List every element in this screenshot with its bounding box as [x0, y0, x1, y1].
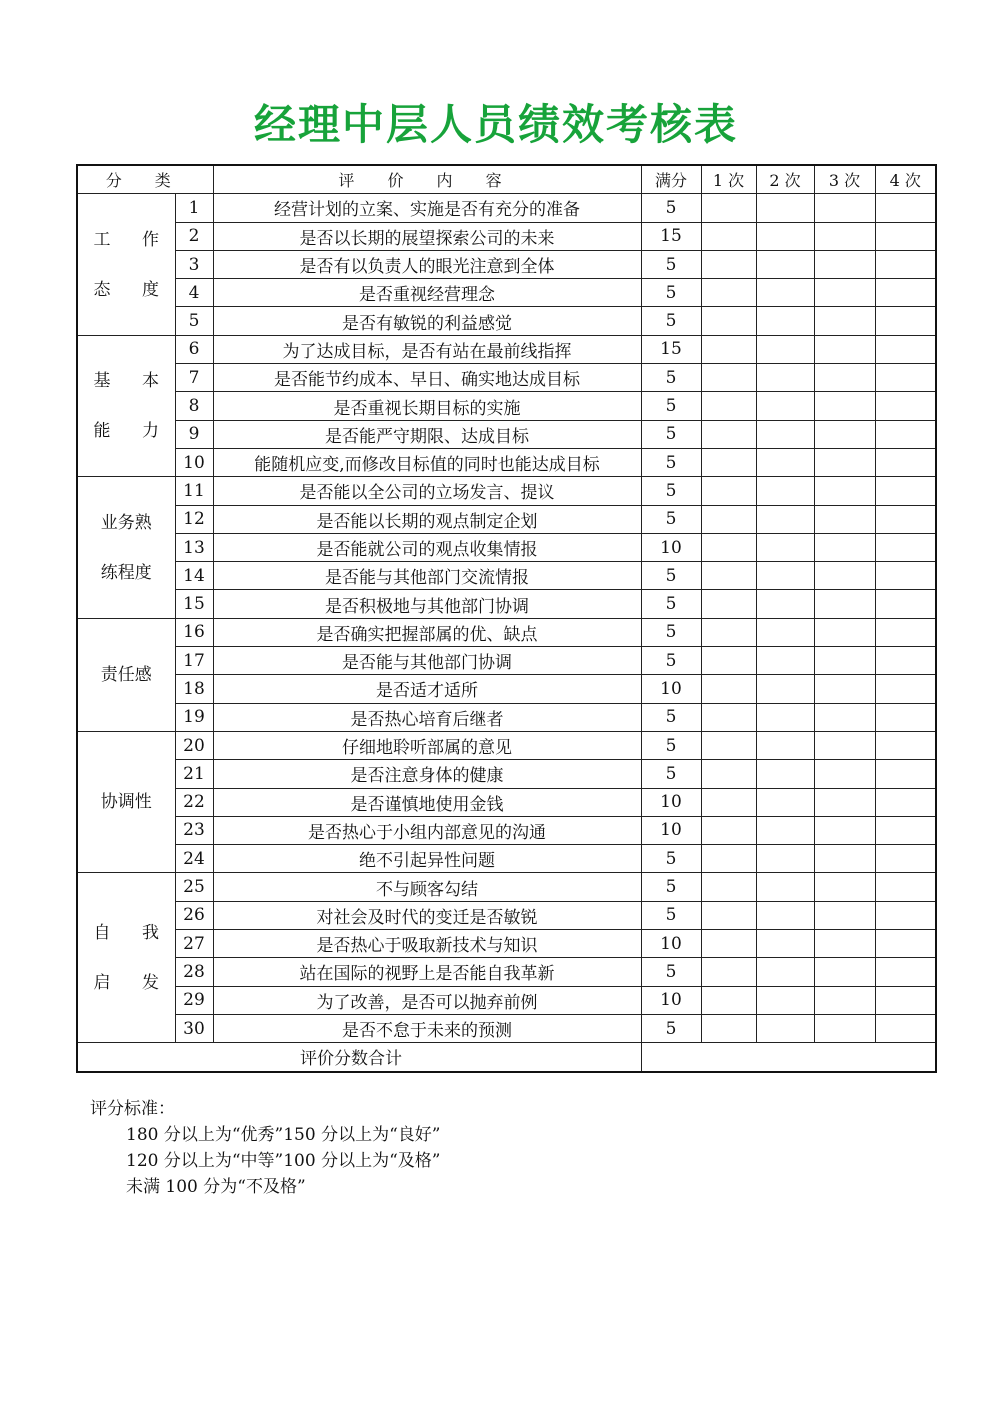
- score-cell-round-3[interactable]: [814, 760, 875, 788]
- item-text: 是否确实把握部属的优、缺点: [213, 618, 641, 646]
- item-number: 29: [175, 986, 213, 1014]
- item-number: 6: [175, 335, 213, 363]
- scoring-criteria: [90, 1096, 440, 1200]
- score-cell-round-2[interactable]: [756, 335, 814, 363]
- table-row: [77, 448, 936, 476]
- item-text: 是否热心于小组内部意见的沟通: [213, 816, 641, 844]
- score-cell-round-3[interactable]: [814, 533, 875, 561]
- score-cell-round-3[interactable]: [814, 618, 875, 646]
- score-cell-round-2[interactable]: [756, 986, 814, 1014]
- score-cell-round-1[interactable]: [701, 845, 756, 873]
- item-full-score: 5: [641, 731, 701, 759]
- item-number: 25: [175, 873, 213, 901]
- category-label: 业务熟: [100, 512, 152, 533]
- score-cell-round-2[interactable]: [756, 590, 814, 618]
- score-cell-round-4[interactable]: [875, 731, 936, 759]
- table-row: [77, 1014, 936, 1042]
- score-cell-round-2[interactable]: [756, 250, 814, 278]
- score-cell-round-4[interactable]: [875, 703, 936, 731]
- score-cell-round-4[interactable]: [875, 222, 936, 250]
- score-cell-round-2[interactable]: [756, 307, 814, 335]
- score-cell-round-4[interactable]: [875, 986, 936, 1014]
- score-cell-round-4[interactable]: [875, 335, 936, 363]
- score-cell-round-1[interactable]: [701, 647, 756, 675]
- score-cell-round-4[interactable]: [875, 788, 936, 816]
- score-cell-round-3[interactable]: [814, 448, 875, 476]
- table-row: [77, 477, 936, 505]
- item-number: 26: [175, 901, 213, 929]
- item-full-score: 5: [641, 618, 701, 646]
- score-cell-round-2[interactable]: [756, 816, 814, 844]
- score-cell-round-1[interactable]: [701, 760, 756, 788]
- score-cell-round-1[interactable]: [701, 590, 756, 618]
- score-cell-round-4[interactable]: [875, 505, 936, 533]
- item-full-score: 5: [641, 1014, 701, 1042]
- item-number: 7: [175, 364, 213, 392]
- item-text: 为了达成目标，是否有站在最前线指挥: [213, 335, 641, 363]
- category-label: 能 力: [93, 421, 159, 442]
- criteria-line: 180 分以上为“优秀”150 分以上为“良好”: [126, 1125, 441, 1145]
- score-cell-round-1[interactable]: [701, 448, 756, 476]
- score-cell-round-3[interactable]: [814, 250, 875, 278]
- header-round-3: 3 次: [814, 165, 875, 194]
- score-cell-round-3[interactable]: [814, 335, 875, 363]
- score-cell-round-2[interactable]: [756, 618, 814, 646]
- item-full-score: 10: [641, 986, 701, 1014]
- score-cell-round-1[interactable]: [701, 477, 756, 505]
- score-cell-round-3[interactable]: [814, 703, 875, 731]
- item-full-score: 5: [641, 307, 701, 335]
- table-body: [77, 194, 936, 1043]
- score-cell-round-3[interactable]: [814, 279, 875, 307]
- header-round-2: 2 次: [756, 165, 814, 194]
- item-number: 12: [175, 505, 213, 533]
- item-text: 是否以长期的展望探索公司的未来: [213, 222, 641, 250]
- total-score-cell[interactable]: [641, 1043, 936, 1072]
- score-cell-round-2[interactable]: [756, 222, 814, 250]
- item-text: 是否热心培育后继者: [213, 703, 641, 731]
- score-cell-round-4[interactable]: [875, 930, 936, 958]
- score-cell-round-2[interactable]: [756, 392, 814, 420]
- table-row: [77, 533, 936, 561]
- item-text: 是否能与其他部门交流情报: [213, 562, 641, 590]
- score-cell-round-4[interactable]: [875, 533, 936, 561]
- category-cell: [77, 873, 175, 1043]
- table-row: [77, 392, 936, 420]
- item-number: 3: [175, 250, 213, 278]
- score-cell-round-3[interactable]: [814, 307, 875, 335]
- score-cell-round-4[interactable]: [875, 590, 936, 618]
- item-full-score: 5: [641, 392, 701, 420]
- score-cell-round-1[interactable]: [701, 675, 756, 703]
- score-cell-round-1[interactable]: [701, 1014, 756, 1042]
- item-number: 2: [175, 222, 213, 250]
- item-text: 对社会及时代的变迁是否敏锐: [213, 901, 641, 929]
- table-row: [77, 647, 936, 675]
- score-cell-round-2[interactable]: [756, 703, 814, 731]
- table-row: [77, 222, 936, 250]
- table-row: [77, 845, 936, 873]
- header-round-1: 1 次: [701, 165, 756, 194]
- table-row: [77, 335, 936, 363]
- score-cell-round-3[interactable]: [814, 477, 875, 505]
- evaluation-table: [76, 164, 937, 1073]
- table-row: [77, 364, 936, 392]
- table-row: [77, 731, 936, 759]
- score-cell-round-4[interactable]: [875, 562, 936, 590]
- item-full-score: 10: [641, 675, 701, 703]
- item-text: 是否能以长期的观点制定企划: [213, 505, 641, 533]
- item-full-score: 5: [641, 505, 701, 533]
- score-cell-round-3[interactable]: [814, 392, 875, 420]
- score-cell-round-1[interactable]: [701, 930, 756, 958]
- item-number: 17: [175, 647, 213, 675]
- item-full-score: 5: [641, 703, 701, 731]
- item-text: 是否注意身体的健康: [213, 760, 641, 788]
- score-cell-round-2[interactable]: [756, 930, 814, 958]
- score-cell-round-3[interactable]: [814, 788, 875, 816]
- item-number: 28: [175, 958, 213, 986]
- score-cell-round-4[interactable]: [875, 279, 936, 307]
- score-cell-round-2[interactable]: [756, 788, 814, 816]
- item-number: 21: [175, 760, 213, 788]
- score-cell-round-2[interactable]: [756, 420, 814, 448]
- table-row: [77, 420, 936, 448]
- table-row: [77, 194, 936, 222]
- score-cell-round-3[interactable]: [814, 194, 875, 222]
- item-number: 30: [175, 1014, 213, 1042]
- score-cell-round-2[interactable]: [756, 760, 814, 788]
- score-cell-round-1[interactable]: [701, 364, 756, 392]
- item-number: 9: [175, 420, 213, 448]
- item-text: 是否能与其他部门协调: [213, 647, 641, 675]
- score-cell-round-1[interactable]: [701, 986, 756, 1014]
- item-full-score: 5: [641, 958, 701, 986]
- table-row: [77, 675, 936, 703]
- score-cell-round-1[interactable]: [701, 505, 756, 533]
- score-cell-round-2[interactable]: [756, 505, 814, 533]
- score-cell-round-2[interactable]: [756, 845, 814, 873]
- item-number: 23: [175, 816, 213, 844]
- item-text: 不与顾客勾结: [213, 873, 641, 901]
- score-cell-round-3[interactable]: [814, 420, 875, 448]
- item-text: 是否谨慎地使用金钱: [213, 788, 641, 816]
- item-text: 能随机应变,而修改目标值的同时也能达成目标: [213, 448, 641, 476]
- item-number: 24: [175, 845, 213, 873]
- header-category: 分 类: [77, 165, 213, 194]
- item-number: 11: [175, 477, 213, 505]
- score-cell-round-1[interactable]: [701, 307, 756, 335]
- score-cell-round-1[interactable]: [701, 392, 756, 420]
- score-cell-round-1[interactable]: [701, 420, 756, 448]
- item-number: 13: [175, 533, 213, 561]
- item-number: 5: [175, 307, 213, 335]
- table-row: [77, 816, 936, 844]
- score-cell-round-2[interactable]: [756, 364, 814, 392]
- item-full-score: 5: [641, 477, 701, 505]
- score-cell-round-4[interactable]: [875, 420, 936, 448]
- item-full-score: 5: [641, 250, 701, 278]
- item-number: 20: [175, 731, 213, 759]
- total-row: [77, 1043, 936, 1072]
- score-cell-round-3[interactable]: [814, 590, 875, 618]
- table-row: [77, 901, 936, 929]
- criteria-heading: 评分标准：: [90, 1099, 175, 1119]
- score-cell-round-1[interactable]: [701, 731, 756, 759]
- item-full-score: 5: [641, 760, 701, 788]
- score-cell-round-4[interactable]: [875, 958, 936, 986]
- score-cell-round-1[interactable]: [701, 194, 756, 222]
- score-cell-round-3[interactable]: [814, 675, 875, 703]
- table-row: [77, 873, 936, 901]
- score-cell-round-3[interactable]: [814, 505, 875, 533]
- score-cell-round-1[interactable]: [701, 222, 756, 250]
- table-row: [77, 703, 936, 731]
- item-full-score: 5: [641, 194, 701, 222]
- score-cell-round-3[interactable]: [814, 816, 875, 844]
- item-full-score: 5: [641, 647, 701, 675]
- score-cell-round-4[interactable]: [875, 477, 936, 505]
- score-cell-round-4[interactable]: [875, 675, 936, 703]
- item-text: 是否有以负责人的眼光注意到全体: [213, 250, 641, 278]
- category-label: 责任感: [100, 664, 152, 685]
- item-text: 是否有敏锐的利益感觉: [213, 307, 641, 335]
- score-cell-round-1[interactable]: [701, 533, 756, 561]
- category-label: 工 作: [93, 229, 159, 250]
- score-cell-round-2[interactable]: [756, 448, 814, 476]
- criteria-line: 120 分以上为“中等”100 分以上为“及格”: [126, 1151, 441, 1171]
- item-text: 是否能就公司的观点收集情报: [213, 533, 641, 561]
- item-full-score: 5: [641, 448, 701, 476]
- score-cell-round-2[interactable]: [756, 1014, 814, 1042]
- header-full-score: 满分: [641, 165, 701, 194]
- score-cell-round-3[interactable]: [814, 958, 875, 986]
- item-text: 站在国际的视野上是否能自我革新: [213, 958, 641, 986]
- table-row: [77, 618, 936, 646]
- score-cell-round-2[interactable]: [756, 647, 814, 675]
- item-number: 27: [175, 930, 213, 958]
- item-full-score: 5: [641, 562, 701, 590]
- score-cell-round-3[interactable]: [814, 901, 875, 929]
- item-text: 是否热心于吸取新技术与知识: [213, 930, 641, 958]
- table-row: [77, 250, 936, 278]
- item-full-score: 10: [641, 930, 701, 958]
- score-cell-round-3[interactable]: [814, 930, 875, 958]
- score-cell-round-3[interactable]: [814, 731, 875, 759]
- score-cell-round-3[interactable]: [814, 562, 875, 590]
- score-cell-round-2[interactable]: [756, 731, 814, 759]
- score-cell-round-4[interactable]: [875, 816, 936, 844]
- item-text: 是否能以全公司的立场发言、提议: [213, 477, 641, 505]
- score-cell-round-3[interactable]: [814, 986, 875, 1014]
- score-cell-round-1[interactable]: [701, 562, 756, 590]
- score-cell-round-2[interactable]: [756, 873, 814, 901]
- score-cell-round-2[interactable]: [756, 477, 814, 505]
- item-number: 10: [175, 448, 213, 476]
- score-cell-round-4[interactable]: [875, 873, 936, 901]
- table-row: [77, 788, 936, 816]
- score-cell-round-4[interactable]: [875, 647, 936, 675]
- table-row: [77, 958, 936, 986]
- category-cell: [77, 477, 175, 618]
- item-full-score: 5: [641, 364, 701, 392]
- score-cell-round-4[interactable]: [875, 845, 936, 873]
- item-number: 15: [175, 590, 213, 618]
- score-cell-round-4[interactable]: [875, 901, 936, 929]
- table-row: [77, 986, 936, 1014]
- score-cell-round-4[interactable]: [875, 364, 936, 392]
- item-full-score: 5: [641, 590, 701, 618]
- item-full-score: 10: [641, 533, 701, 561]
- score-cell-round-1[interactable]: [701, 618, 756, 646]
- category-cell: [77, 335, 175, 476]
- score-cell-round-3[interactable]: [814, 1014, 875, 1042]
- score-cell-round-1[interactable]: [701, 873, 756, 901]
- score-cell-round-4[interactable]: [875, 448, 936, 476]
- item-text: 绝不引起异性问题: [213, 845, 641, 873]
- score-cell-round-2[interactable]: [756, 901, 814, 929]
- score-cell-round-2[interactable]: [756, 194, 814, 222]
- category-label: 练程度: [100, 562, 152, 583]
- category-label: 自 我: [93, 922, 159, 943]
- category-label: 协调性: [100, 792, 152, 813]
- table-row: [77, 760, 936, 788]
- item-number: 8: [175, 392, 213, 420]
- header-round-4: 4 次: [875, 165, 936, 194]
- item-text: 是否积极地与其他部门协调: [213, 590, 641, 618]
- header-content: 评 价 内 容: [213, 165, 641, 194]
- score-cell-round-1[interactable]: [701, 901, 756, 929]
- category-label: 启 发: [93, 972, 159, 993]
- item-full-score: 5: [641, 845, 701, 873]
- item-text: 是否重视长期目标的实施: [213, 392, 641, 420]
- item-text: 是否不怠于未来的预测: [213, 1014, 641, 1042]
- table-row: [77, 279, 936, 307]
- total-label: 评价分数合计: [77, 1043, 641, 1072]
- score-cell-round-4[interactable]: [875, 194, 936, 222]
- score-cell-round-2[interactable]: [756, 562, 814, 590]
- score-cell-round-3[interactable]: [814, 845, 875, 873]
- item-number: 4: [175, 279, 213, 307]
- item-text: 是否重视经营理念: [213, 279, 641, 307]
- score-cell-round-2[interactable]: [756, 533, 814, 561]
- score-cell-round-2[interactable]: [756, 279, 814, 307]
- category-cell: [77, 618, 175, 731]
- score-cell-round-4[interactable]: [875, 1014, 936, 1042]
- score-cell-round-2[interactable]: [756, 958, 814, 986]
- item-number: 1: [175, 194, 213, 222]
- item-full-score: 15: [641, 335, 701, 363]
- score-cell-round-3[interactable]: [814, 873, 875, 901]
- item-full-score: 15: [641, 222, 701, 250]
- category-cell: [77, 731, 175, 872]
- table-row: [77, 590, 936, 618]
- item-full-score: 10: [641, 816, 701, 844]
- item-full-score: 5: [641, 420, 701, 448]
- category-label: 基 本: [93, 371, 159, 392]
- score-cell-round-3[interactable]: [814, 647, 875, 675]
- item-text: 仔细地聆听部属的意见: [213, 731, 641, 759]
- item-text: 经营计划的立案、实施是否有充分的准备: [213, 194, 641, 222]
- score-cell-round-2[interactable]: [756, 675, 814, 703]
- score-cell-round-4[interactable]: [875, 307, 936, 335]
- item-number: 14: [175, 562, 213, 590]
- header-row: [77, 165, 936, 194]
- table-row: [77, 562, 936, 590]
- table-row: [77, 930, 936, 958]
- item-full-score: 10: [641, 788, 701, 816]
- criteria-line: 未满 100 分为“不及格”: [126, 1177, 306, 1197]
- category-cell: [77, 194, 175, 335]
- score-cell-round-4[interactable]: [875, 618, 936, 646]
- item-text: 是否适才适所: [213, 675, 641, 703]
- score-cell-round-4[interactable]: [875, 392, 936, 420]
- item-text: 是否能严守期限、达成目标: [213, 420, 641, 448]
- score-cell-round-1[interactable]: [701, 816, 756, 844]
- score-cell-round-1[interactable]: [701, 703, 756, 731]
- score-cell-round-1[interactable]: [701, 788, 756, 816]
- item-full-score: 5: [641, 901, 701, 929]
- table-row: [77, 505, 936, 533]
- item-number: 22: [175, 788, 213, 816]
- item-number: 16: [175, 618, 213, 646]
- score-cell-round-1[interactable]: [701, 335, 756, 363]
- table-row: [77, 307, 936, 335]
- item-full-score: 5: [641, 279, 701, 307]
- score-cell-round-1[interactable]: [701, 250, 756, 278]
- score-cell-round-4[interactable]: [875, 760, 936, 788]
- item-number: 18: [175, 675, 213, 703]
- item-text: 是否能节约成本、早日、确实地达成目标: [213, 364, 641, 392]
- item-full-score: 5: [641, 873, 701, 901]
- score-cell-round-1[interactable]: [701, 279, 756, 307]
- score-cell-round-3[interactable]: [814, 364, 875, 392]
- category-label: 态 度: [93, 279, 159, 300]
- page-title: 经理中层人员绩效考核表: [253, 100, 738, 149]
- item-number: 19: [175, 703, 213, 731]
- score-cell-round-1[interactable]: [701, 958, 756, 986]
- score-cell-round-3[interactable]: [814, 222, 875, 250]
- score-cell-round-4[interactable]: [875, 250, 936, 278]
- item-text: 为了改善，是否可以抛弃前例: [213, 986, 641, 1014]
